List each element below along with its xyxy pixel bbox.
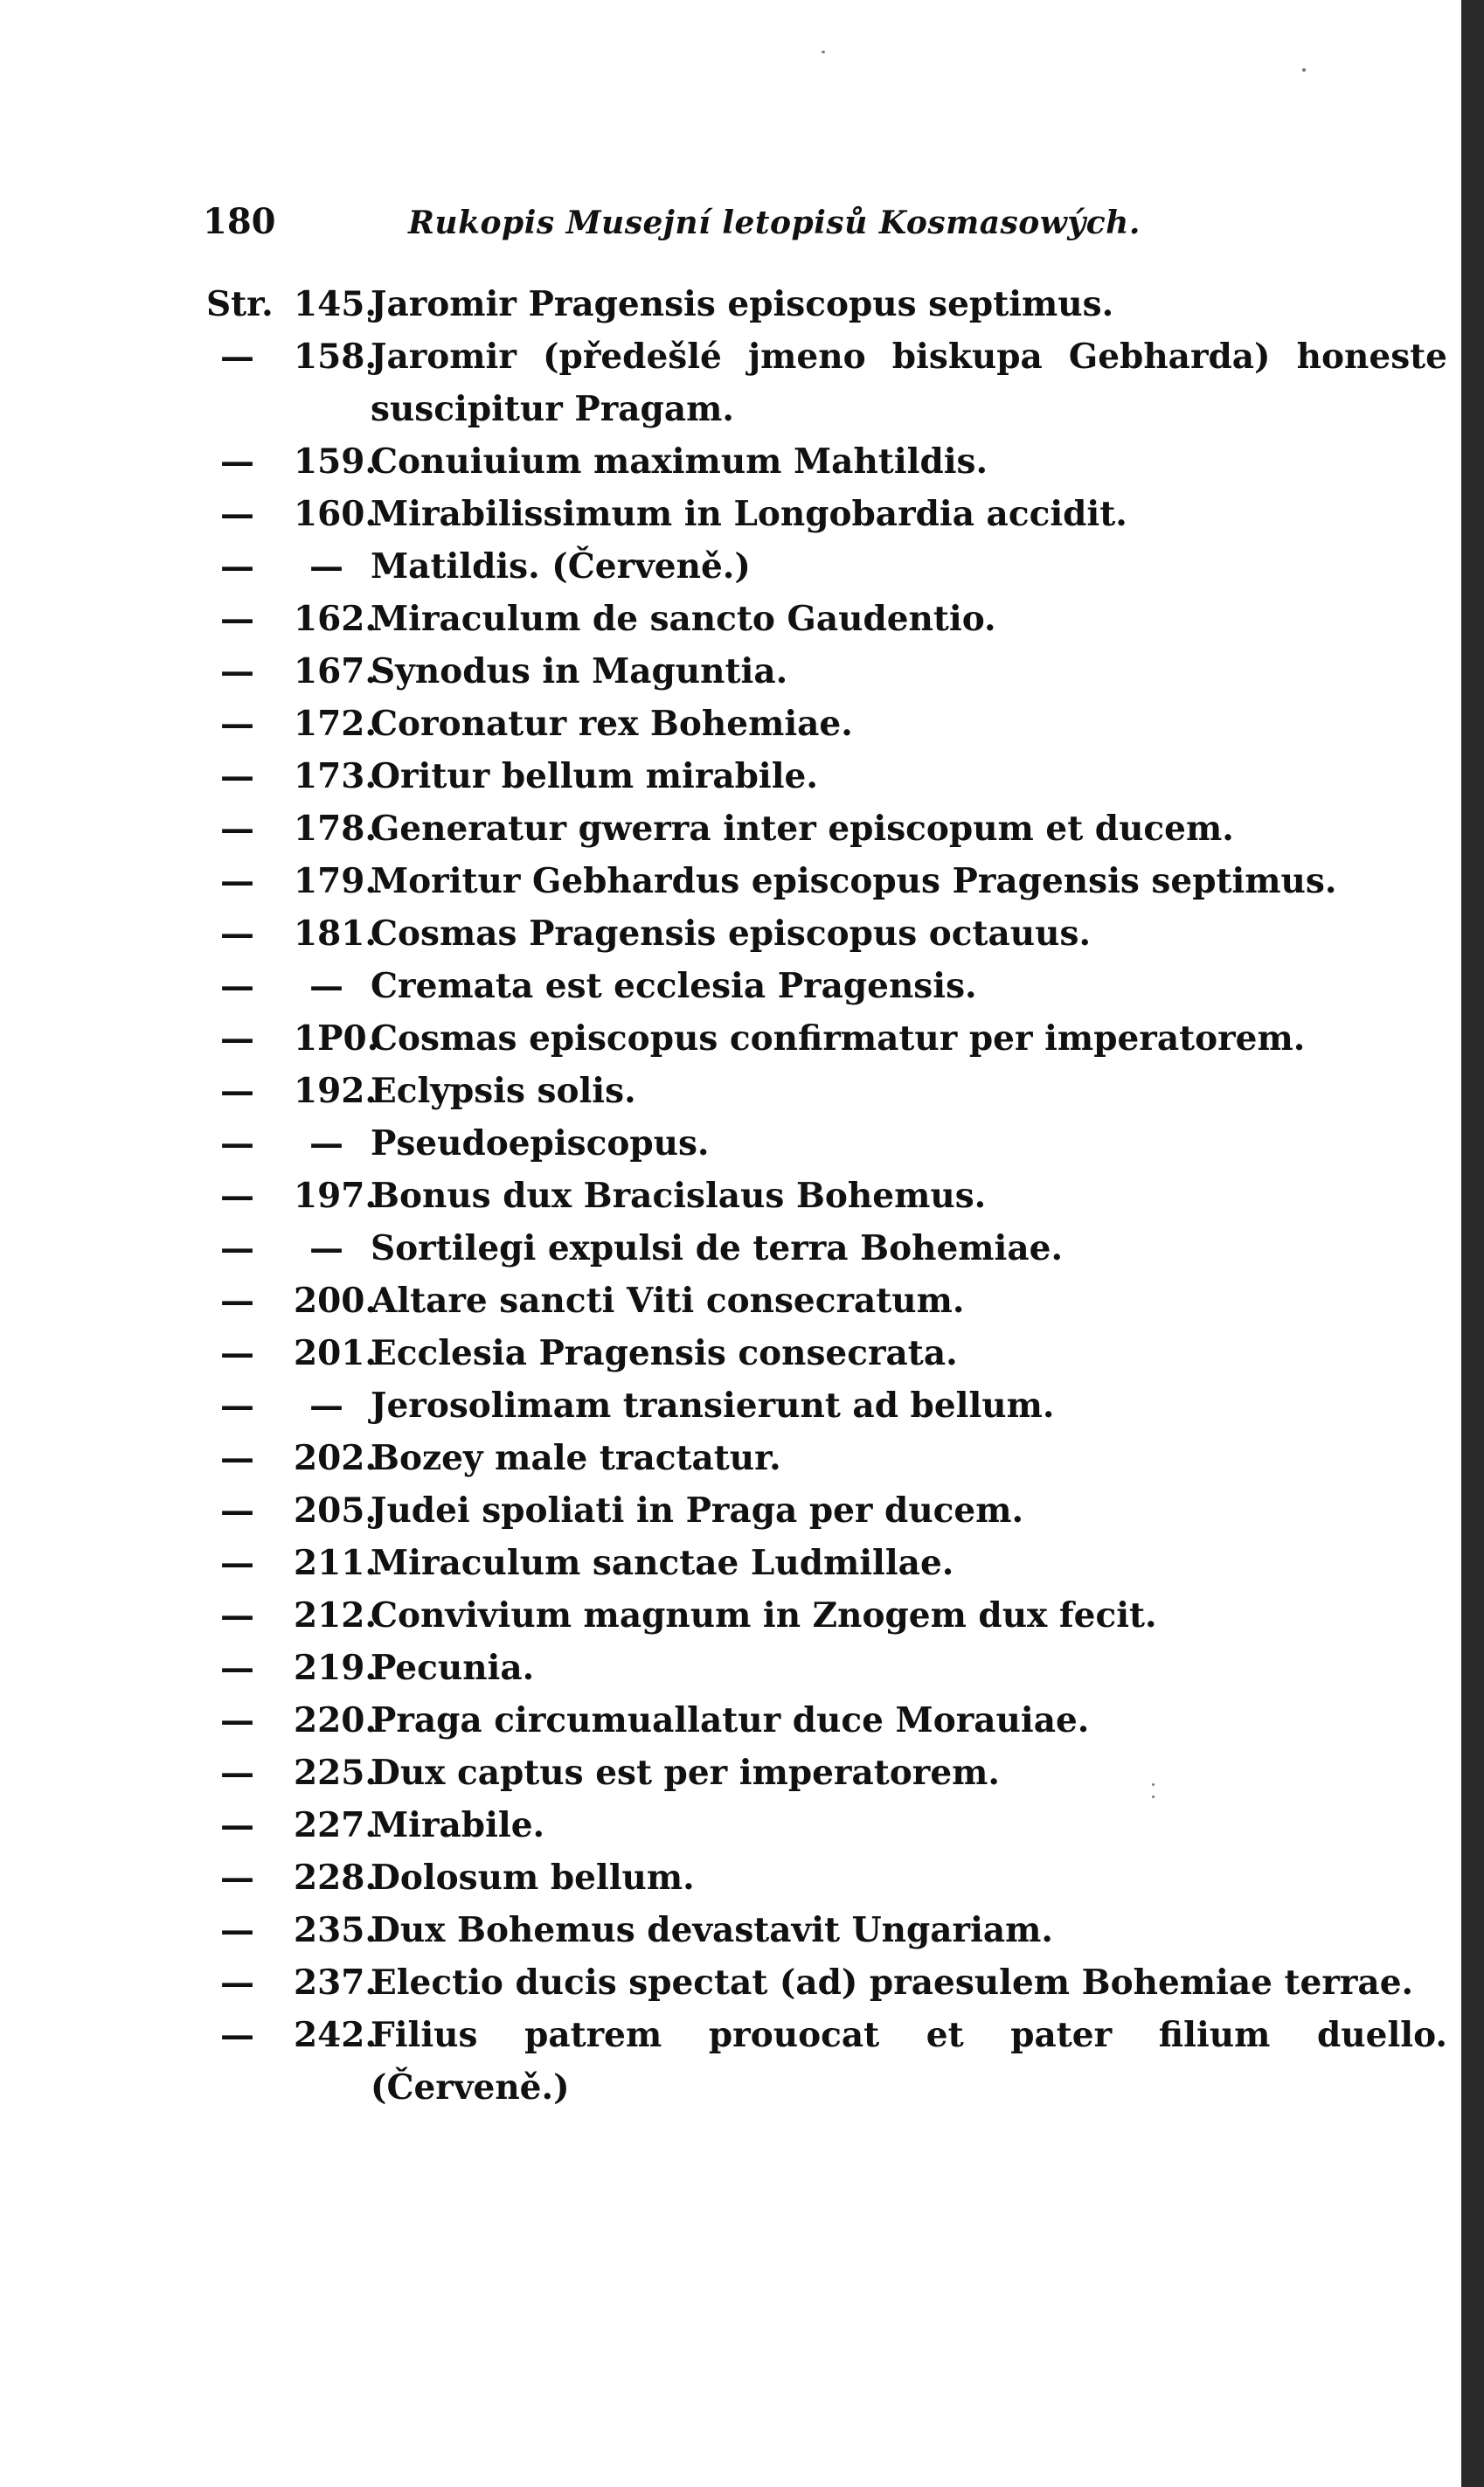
entry-dash: —: [220, 1805, 254, 1845]
entry-dash: —: [220, 966, 254, 1006]
entry-page-number: 179.: [294, 861, 377, 901]
entry-dash: —: [220, 599, 254, 639]
entry-text: Jerosolimam transierunt ad bellum.: [371, 1386, 1055, 1426]
list-item: [206, 1117, 1255, 1170]
entry-text: Pecunia.: [371, 1648, 535, 1688]
entry-page-number: 201.: [294, 1333, 377, 1373]
entry-dash: —: [220, 1123, 254, 1164]
entry-page-number: 202.: [294, 1438, 377, 1478]
entry-page-number: 200.: [294, 1281, 377, 1321]
list-item: [206, 1065, 1255, 1117]
entry-page-number: 228.: [294, 1858, 377, 1898]
entry-dash: —: [220, 441, 254, 482]
list-item: [206, 435, 1255, 488]
list-item: [206, 1904, 1255, 1956]
entry-page-number: 178.: [294, 809, 377, 849]
entry-text: Altare sancti Viti consecratum.: [371, 1281, 965, 1321]
list-item: [206, 2009, 1447, 2114]
entry-text: Eclypsis solis.: [371, 1071, 636, 1111]
entry-dash: —: [220, 1176, 254, 1216]
entry-dash: —: [220, 914, 254, 954]
entry-page-number: 159.: [294, 441, 377, 482]
list-item: [206, 907, 1255, 960]
paper-top-margin: [0, 0, 1461, 33]
list-item: [206, 1432, 1255, 1484]
entry-page-number: 235.: [294, 1910, 377, 1950]
entry-text: Generatur gwerra inter episcopum et ducem.: [371, 809, 1234, 849]
list-item: [206, 1747, 1255, 1799]
entry-text: Bozey male tractatur.: [371, 1438, 781, 1478]
entry-dash: —: [220, 1438, 254, 1478]
list-item: [206, 1642, 1255, 1694]
entry-page-number: 197.: [294, 1176, 377, 1216]
page-header: [203, 201, 1252, 254]
entry-text: Ecclesia Pragensis consecrata.: [371, 1333, 958, 1373]
entry-dash: —: [220, 1543, 254, 1583]
entry-page-number: 160.: [294, 494, 377, 534]
entry-page-number: 225.: [294, 1753, 377, 1793]
entry-dash: —: [220, 1648, 254, 1688]
entry-page-number: 227.: [294, 1805, 377, 1845]
list-item: [206, 330, 1447, 435]
list-item: [206, 488, 1255, 540]
entry-page-number: 212.: [294, 1595, 377, 1636]
list-item: [206, 645, 1255, 698]
entry-page-number: 219.: [294, 1648, 377, 1688]
entry-text: Conuiuium maximum Mahtildis.: [371, 441, 988, 482]
entry-dash: —: [220, 651, 254, 691]
entry-page-number: 172.: [294, 704, 377, 744]
list-item: [206, 1484, 1255, 1537]
entry-dash: —: [220, 704, 254, 744]
entry-text: Jaromir Pragensis episcopus septimus.: [371, 284, 1114, 324]
entry-text: Filius patrem prouocat et pater filium duello. (Červeně.): [371, 2015, 1447, 2108]
entry-dash: —: [220, 1228, 254, 1268]
entry-dash: —: [220, 546, 254, 587]
entry-text: Electio ducis spectat (ad) praesulem Bohemiae terrae.: [371, 1963, 1414, 2003]
entry-dash: —: [220, 1490, 254, 1531]
list-item: [206, 960, 1255, 1012]
entry-text: Oritur bellum mirabile.: [371, 756, 818, 796]
entry-page-number: 220.: [294, 1700, 377, 1740]
entry-dash: —: [220, 756, 254, 796]
entry-dash: —: [220, 1753, 254, 1793]
list-item: [206, 1851, 1255, 1904]
entry-page-number: 237.: [294, 1963, 377, 2003]
entry-ditto-dash: —: [309, 1386, 343, 1426]
list-item: [206, 593, 1255, 645]
list-item: [206, 1170, 1255, 1222]
list-item: [206, 855, 1337, 907]
list-item: [206, 1956, 1414, 2009]
entry-page-number: 167.: [294, 651, 377, 691]
entry-ditto-dash: —: [309, 1123, 343, 1164]
entry-ditto-dash: —: [309, 966, 343, 1006]
entry-dash: —: [220, 1910, 254, 1950]
entry-prefix: Str.: [206, 284, 274, 324]
entry-dash: —: [220, 1700, 254, 1740]
entry-page-number: 145.: [294, 284, 377, 324]
list-item: [206, 698, 1255, 750]
running-title: Rukopis Musejní letopisů Kosmasowých.: [408, 205, 1141, 241]
list-item: [206, 750, 1255, 802]
entry-dash: —: [220, 1333, 254, 1373]
list-item: [206, 1799, 1255, 1851]
entry-ditto-dash: —: [309, 546, 343, 587]
entry-dash: —: [220, 1595, 254, 1636]
entry-text: Bonus dux Bracislaus Bohemus.: [371, 1176, 987, 1216]
list-item: [206, 540, 1255, 593]
entry-dash: —: [220, 1281, 254, 1321]
scan-dark-edge: [1461, 0, 1484, 2487]
entry-text: Jaromir (předešlé jmeno biskupa Gebharda) honeste suscipitur Pragam.: [371, 337, 1447, 429]
page-number: 180: [203, 201, 276, 242]
ink-speck: [1302, 68, 1306, 72]
entry-page-number: 158.: [294, 337, 377, 377]
entry-page-number: 1P0.: [294, 1018, 379, 1059]
entry-text: Synodus in Maguntia.: [371, 651, 788, 691]
entry-list: [206, 278, 1447, 2114]
entry-text: Judei spoliati in Praga per ducem.: [371, 1490, 1024, 1531]
entry-page-number: 211.: [294, 1543, 377, 1583]
entry-text: Praga circumuallatur duce Morauiae.: [371, 1700, 1090, 1740]
entry-dash: —: [220, 494, 254, 534]
entry-page-number: 162.: [294, 599, 377, 639]
list-item: [206, 1222, 1255, 1275]
entry-text: Miraculum sanctae Ludmillae.: [371, 1543, 954, 1583]
entry-text: Matildis. (Červeně.): [371, 546, 751, 587]
entry-dash: —: [220, 1386, 254, 1426]
list-item: [206, 1537, 1255, 1589]
entry-text: Cremata est ecclesia Pragensis.: [371, 966, 977, 1006]
entry-text: Cosmas episcopus confirmatur per imperatorem.: [371, 1018, 1306, 1059]
list-item: [206, 1275, 1255, 1327]
entry-text: Cosmas Pragensis episcopus octauus.: [371, 914, 1092, 954]
entry-text: Dux captus est per imperatorem.: [371, 1753, 1000, 1793]
list-item: [206, 278, 1255, 330]
entry-text: Dux Bohemus devastavit Ungariam.: [371, 1910, 1054, 1950]
entry-text: Coronatur rex Bohemiae.: [371, 704, 853, 744]
list-item: [206, 1012, 1306, 1065]
entry-text: Miraculum de sancto Gaudentio.: [371, 599, 996, 639]
ink-speck: [822, 51, 825, 53]
entry-ditto-dash: —: [309, 1228, 343, 1268]
entry-page-number: 205.: [294, 1490, 377, 1531]
entry-dash: —: [220, 1018, 254, 1059]
entry-page-number: 173.: [294, 756, 377, 796]
entry-dash: —: [220, 809, 254, 849]
list-item: [206, 1327, 1255, 1379]
list-item: [206, 1589, 1255, 1642]
entry-text: Moritur Gebhardus episcopus Pragensis septimus.: [371, 861, 1337, 901]
entry-page-number: 192.: [294, 1071, 377, 1111]
entry-dash: —: [220, 1071, 254, 1111]
entry-dash: —: [220, 2015, 254, 2055]
entry-text: Pseudoepiscopus.: [371, 1123, 710, 1164]
entry-dash: —: [220, 1858, 254, 1898]
entry-text: Mirabile.: [371, 1805, 545, 1845]
entry-text: Mirabilissimum in Longobardia accidit.: [371, 494, 1127, 534]
entry-page-number: 242.: [294, 2015, 377, 2055]
entry-text: Sortilegi expulsi de terra Bohemiae.: [371, 1228, 1064, 1268]
entry-text: Convivium magnum in Znogem dux fecit.: [371, 1595, 1157, 1636]
entry-dash: —: [220, 337, 254, 377]
entry-dash: —: [220, 1963, 254, 2003]
list-item: [206, 1379, 1255, 1432]
list-item: [206, 1694, 1255, 1747]
entry-dash: —: [220, 861, 254, 901]
entry-page-number: 181.: [294, 914, 377, 954]
entry-text: Dolosum bellum.: [371, 1858, 695, 1898]
list-item: [206, 802, 1255, 855]
